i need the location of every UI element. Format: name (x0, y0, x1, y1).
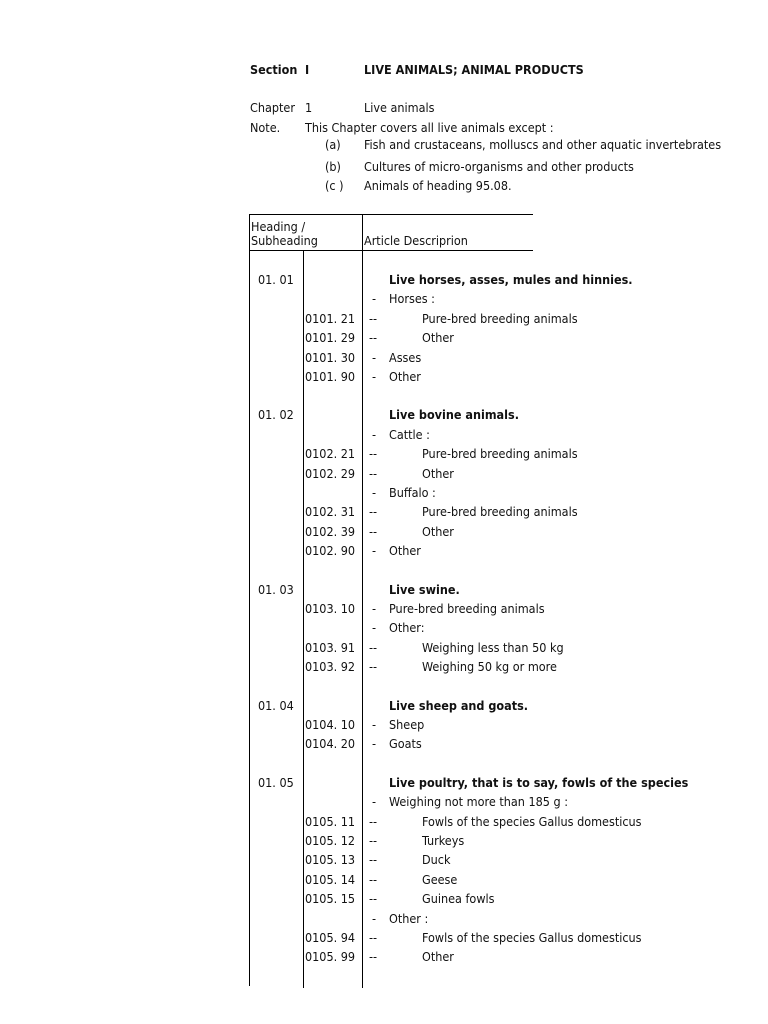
heading-description: Live bovine animals. (389, 407, 519, 422)
item-description: Sheep (389, 717, 425, 732)
chapter-title: Live animals (364, 100, 435, 115)
dash-marker: - (372, 911, 377, 926)
dash-marker: -- (369, 504, 378, 519)
table-top-border (249, 214, 533, 215)
dash-marker: - (372, 485, 377, 500)
item-description: Other (422, 466, 454, 481)
dash-marker: - (372, 427, 377, 442)
item-description: Other (422, 524, 454, 539)
item-description: Other (389, 543, 421, 558)
heading-description: Live poultry, that is to say, fowls of the species (389, 775, 689, 790)
dash-marker: -- (369, 891, 378, 906)
item-description: Weighing not more than 185 g : (389, 794, 568, 809)
item-description: Pure-bred breeding animals (422, 311, 578, 326)
heading-description: Live sheep and goats. (389, 698, 529, 713)
dash-marker: - (372, 736, 377, 751)
dash-marker: - (372, 350, 377, 365)
subheading-code: 0102. 90 (305, 543, 356, 558)
dash-marker: - (372, 601, 377, 616)
subheading-code: 0104. 20 (305, 736, 356, 751)
dash-marker: -- (369, 640, 378, 655)
heading-code: 01. 03 (258, 582, 294, 597)
note-item-text: Fish and crustaceans, molluscs and other aquatic invertebrates (364, 137, 722, 152)
dash-marker: - (372, 291, 377, 306)
item-description: Weighing less than 50 kg (422, 640, 564, 655)
item-description: Asses (389, 350, 422, 365)
note-item-text: Cultures of micro-organisms and other products (364, 159, 634, 174)
subheading-code: 0102. 39 (305, 524, 356, 539)
subheading-code: 0104. 10 (305, 717, 356, 732)
heading-code: 01. 05 (258, 775, 294, 790)
item-description: Pure-bred breeding animals (422, 446, 578, 461)
item-description: Fowls of the species Gallus domesticus (422, 930, 642, 945)
subheading-code: 0105. 15 (305, 891, 356, 906)
table-left-border (249, 214, 250, 986)
subheading-code: 0103. 10 (305, 601, 356, 616)
dash-marker: - (372, 794, 377, 809)
subheading-code: 0102. 31 (305, 504, 356, 519)
dash-marker: -- (369, 311, 378, 326)
subheading-code: 0103. 91 (305, 640, 356, 655)
item-description: Other (389, 369, 421, 384)
heading-column-header: Heading / (251, 219, 306, 234)
heading-code: 01. 04 (258, 698, 294, 713)
subheading-code: 0105. 11 (305, 814, 356, 829)
item-description: Duck (422, 852, 451, 867)
item-description: Other (422, 330, 454, 345)
dash-marker: -- (369, 446, 378, 461)
dash-marker: -- (369, 852, 378, 867)
dash-marker: -- (369, 949, 378, 964)
section-number: I (305, 62, 310, 77)
dash-marker: -- (369, 466, 378, 481)
table-description-divider (362, 214, 363, 988)
dash-marker: -- (369, 930, 378, 945)
item-description: Pure-bred breeding animals (422, 504, 578, 519)
item-description: Other (422, 949, 454, 964)
dash-marker: -- (369, 330, 378, 345)
note-text: This Chapter covers all live animals except : (305, 120, 554, 135)
section-label: Section (250, 62, 298, 77)
item-description: Buffalo : (389, 485, 436, 500)
subheading-code: 0101. 21 (305, 311, 356, 326)
item-description: Guinea fowls (422, 891, 495, 906)
dash-marker: - (372, 543, 377, 558)
subheading-code: 0105. 94 (305, 930, 356, 945)
item-description: Horses : (389, 291, 435, 306)
note-item-text: Animals of heading 95.08. (364, 178, 512, 193)
dash-marker: - (372, 620, 377, 635)
dash-marker: - (372, 717, 377, 732)
table-subheading-divider (303, 250, 304, 988)
chapter-label: Chapter (250, 100, 295, 115)
heading-description: Live swine. (389, 582, 460, 597)
chapter-number: 1 (305, 100, 313, 115)
subheading-code: 0103. 92 (305, 659, 356, 674)
dash-marker: -- (369, 833, 378, 848)
heading-code: 01. 02 (258, 407, 294, 422)
subheading-code: 0101. 30 (305, 350, 356, 365)
item-description: Other: (389, 620, 425, 635)
item-description: Turkeys (422, 833, 465, 848)
item-description: Goats (389, 736, 422, 751)
note-item-mark: (b) (325, 159, 341, 174)
heading-description: Live horses, asses, mules and hinnies. (389, 272, 633, 287)
heading-code: 01. 01 (258, 272, 294, 287)
dash-marker: -- (369, 659, 378, 674)
item-description: Geese (422, 872, 458, 887)
subheading-code: 0105. 99 (305, 949, 356, 964)
subheading-code: 0105. 12 (305, 833, 356, 848)
note-item-mark: (a) (325, 137, 341, 152)
note-item-mark: (c ) (325, 178, 344, 193)
description-column-header: Article Descriprion (364, 233, 468, 248)
dash-marker: -- (369, 872, 378, 887)
item-description: Pure-bred breeding animals (389, 601, 545, 616)
subheading-code: 0105. 14 (305, 872, 356, 887)
subheading-column-header: Subheading (251, 233, 318, 248)
subheading-code: 0102. 29 (305, 466, 356, 481)
subheading-code: 0105. 13 (305, 852, 356, 867)
dash-marker: -- (369, 524, 378, 539)
subheading-code: 0102. 21 (305, 446, 356, 461)
item-description: Other : (389, 911, 429, 926)
table-header-border (249, 250, 533, 251)
section-title: LIVE ANIMALS; ANIMAL PRODUCTS (364, 62, 584, 77)
item-description: Weighing 50 kg or more (422, 659, 557, 674)
subheading-code: 0101. 29 (305, 330, 356, 345)
item-description: Fowls of the species Gallus domesticus (422, 814, 642, 829)
dash-marker: -- (369, 814, 378, 829)
item-description: Cattle : (389, 427, 430, 442)
note-label: Note. (250, 120, 281, 135)
subheading-code: 0101. 90 (305, 369, 356, 384)
dash-marker: - (372, 369, 377, 384)
